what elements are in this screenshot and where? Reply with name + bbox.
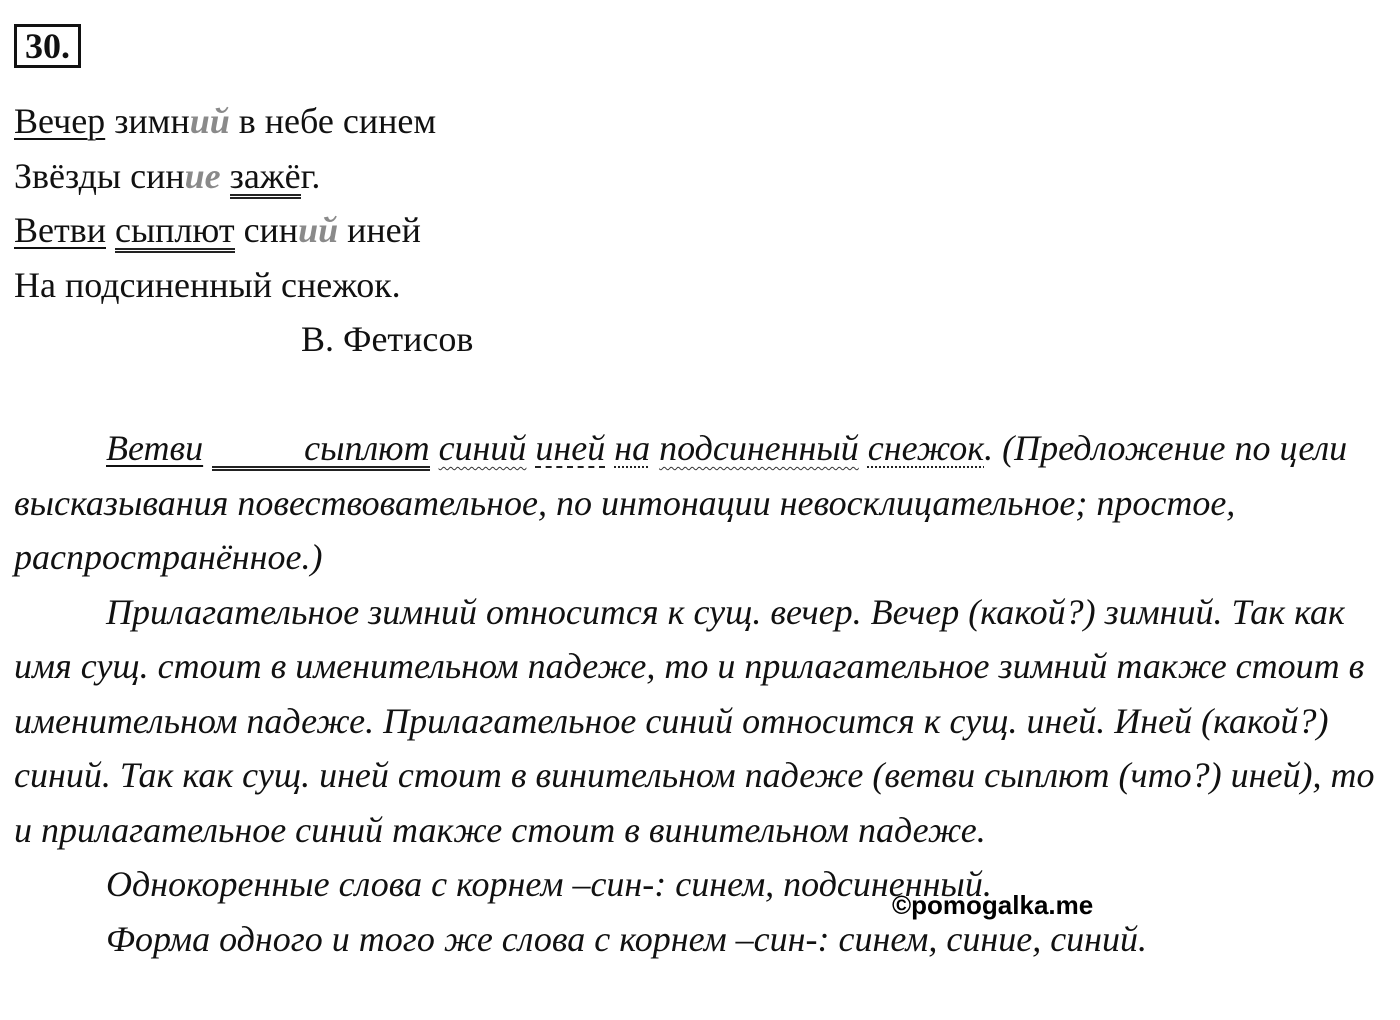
poem-text: [106, 210, 115, 250]
attribute-word: подсиненный: [659, 428, 859, 468]
poem-author: В. Фетисов: [301, 319, 474, 359]
analysis-paragraph-1: [14, 421, 1398, 585]
subject-word: Ветви: [14, 210, 106, 250]
highlighted-ending: ие: [184, 155, 221, 196]
adverbial-word: снежок: [867, 428, 985, 468]
poem-text: На подсиненный снежок.: [14, 264, 401, 305]
predicate-word: сыплют: [115, 212, 235, 253]
highlighted-ending: ий: [298, 210, 339, 250]
poem: [14, 94, 436, 312]
poem-line-4: [14, 258, 436, 313]
predicate-word: сыплют: [212, 430, 429, 471]
poem-text: син: [234, 210, 299, 250]
analysis-paragraph-3: Однокоренные слова с корнем –син-: синем, подсиненный.: [106, 864, 992, 904]
analysis-paragraph-2: Прилагательное зимний относится к сущ. вечер. Вечер (какой?) зимний. Так как имя сущ. стоит в именительном падеже, то и прилагательное зимний также стоит в именительном падеже. Прилагательное синий относится к сущ. иней. Иней (какой?) синий. Так как сущ. иней стоит в винительном падеже (ветви сыплют (что?) иней), то и прилагательное синий также стоит в винительном падеже.: [14, 591, 1375, 850]
poem-text: г.: [300, 155, 321, 196]
poem-line-1: [14, 94, 436, 149]
poem-line-3: [14, 203, 436, 258]
poem-text: в небе синем: [229, 101, 437, 141]
highlighted-ending: ий: [189, 101, 230, 141]
subject-word: Ветви: [106, 428, 204, 468]
analysis-paragraph-4: Форма одного и того же слова с корнем –син-: синем, синие, синий.: [106, 918, 1148, 959]
poem-text: [221, 156, 230, 196]
analysis-sentence-characteristics: . (Предложение по цели высказывания повествовательное, по интонации невосклицательное; простое, распространённое.): [14, 428, 1348, 577]
attribute-word: синий: [438, 428, 527, 468]
predicate-word: зажё: [230, 158, 301, 199]
analysis-text: [14, 421, 1398, 966]
subject-word: Вечер: [14, 101, 106, 141]
watermark: ©pomogalka.me: [892, 890, 1094, 920]
task-number: 30.: [14, 24, 81, 68]
poem-text: иней: [338, 210, 421, 250]
poem-line-2: [14, 149, 436, 204]
object-word: иней: [535, 428, 606, 468]
poem-text: зимн: [105, 101, 190, 141]
adverbial-word: на: [614, 428, 651, 468]
poem-text: Звёзды син: [14, 155, 185, 196]
